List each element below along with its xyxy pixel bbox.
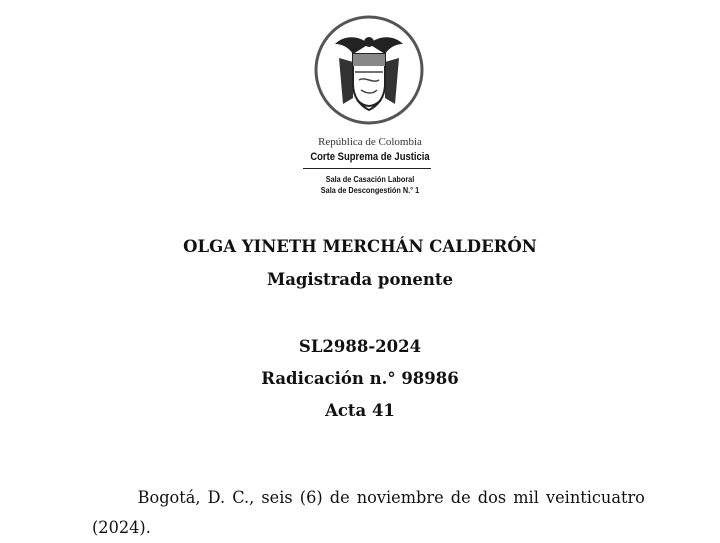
acta-number: Acta 41: [325, 401, 395, 421]
magistrate-name: OLGA YINETH MERCHÁN CALDERÓN: [183, 237, 537, 257]
court-name: Corte Suprema de Justicia: [310, 151, 430, 163]
decongestion-chamber-name: Sala de Descongestión N.° 1: [320, 185, 420, 195]
magistrate-role: Magistrada ponente: [266, 270, 454, 290]
sentence-reference: SL2988-2024: [298, 337, 422, 357]
coat-of-arms-seal-icon: [313, 14, 425, 126]
radicacion-number: Radicación n.° 98986: [261, 369, 459, 389]
chamber-name: Sala de Casación Laboral: [325, 174, 415, 184]
date-paragraph: Bogotá, D. C., seis (6) de noviembre de dos mil veinticuatro (2024).: [92, 488, 645, 538]
country-name: República de Colombia: [318, 136, 422, 148]
header-divider: [303, 168, 431, 169]
